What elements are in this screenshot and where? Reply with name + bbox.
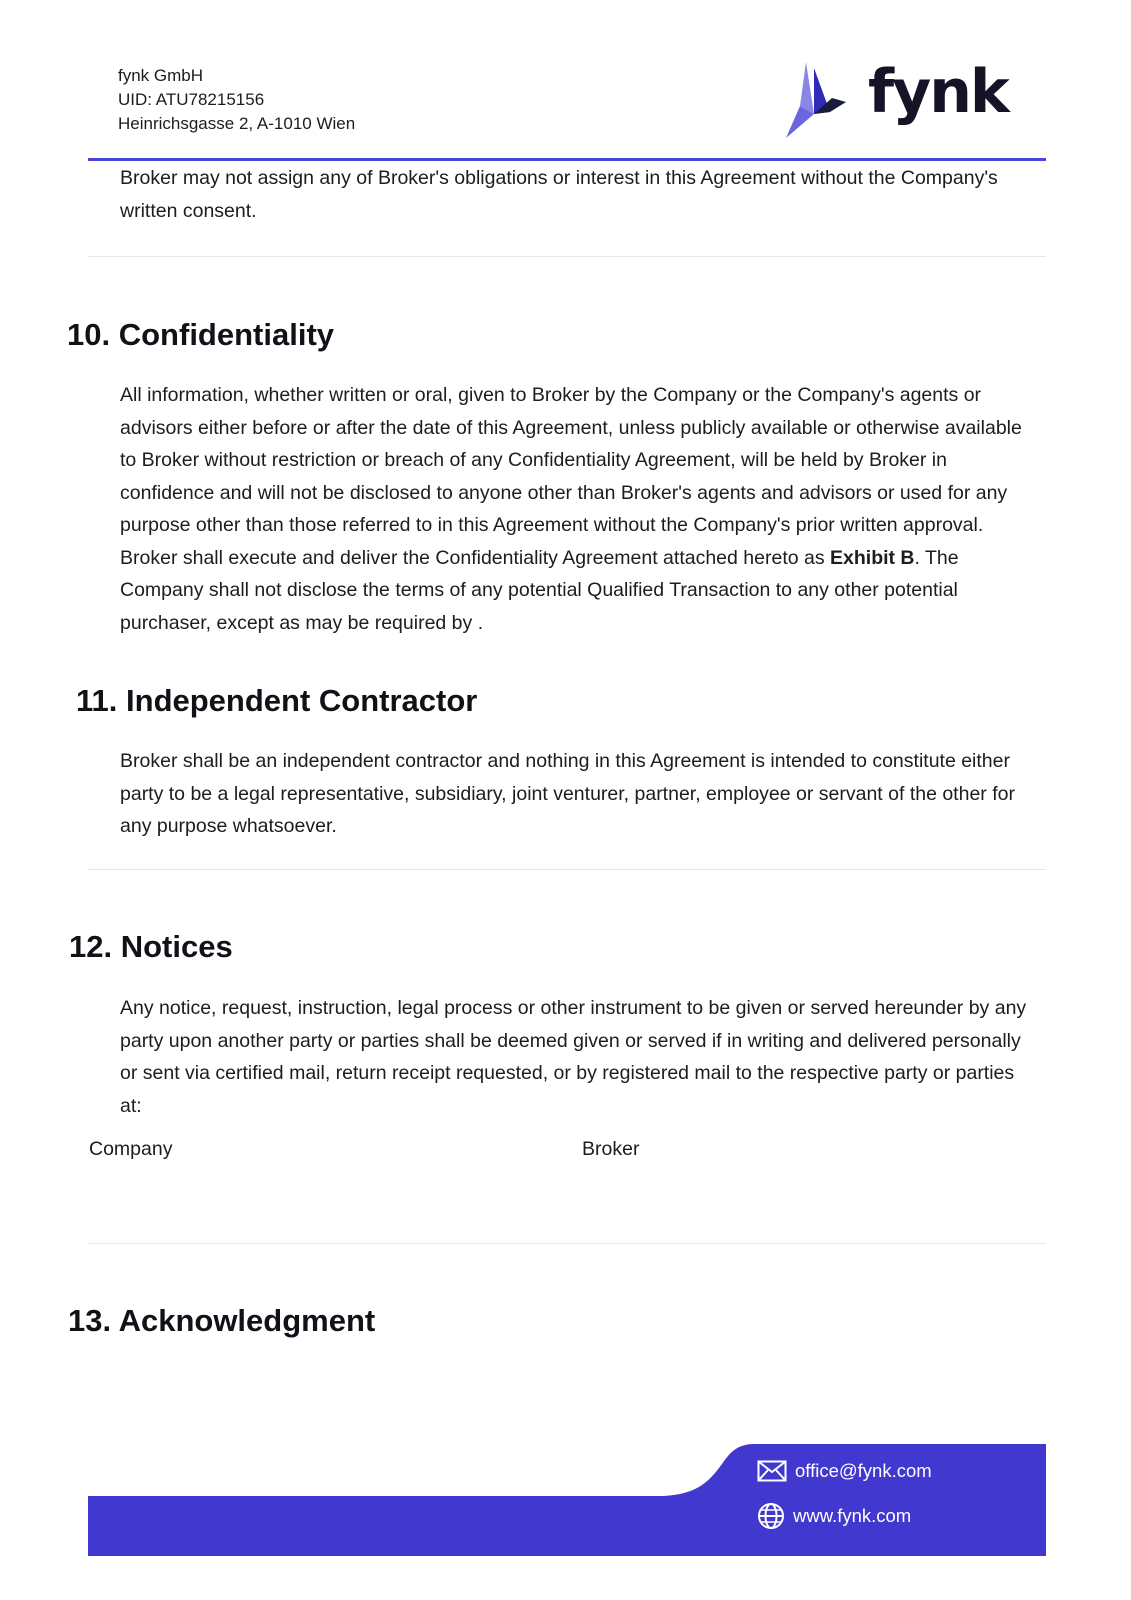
confidentiality-paragraph xyxy=(120,379,1040,639)
company-name: fynk GmbH xyxy=(118,66,204,85)
section-title: Notices xyxy=(120,929,233,964)
notices-paragraph: Any notice, request, instruction, legal process or other instrument to be given or served hereunder by any party upon another party or parties shall be deemed given or served if in writing and delivered personally or sent via certified mail, return receipt requested, or by registered mail to the respective party or parties at: xyxy=(120,997,1027,1117)
footer-email-text[interactable]: office@fynk.com xyxy=(795,1460,932,1481)
company-info xyxy=(118,64,355,136)
footer-website-text[interactable]: www.fynk.com xyxy=(793,1505,912,1526)
confidentiality-text: All information, whether written or oral, given to Broker by the Company or the Company's agents or advisors either before or after the date of this Agreement, unless publicly available or otherwise available to Broker without restriction or breach of any Confidentiality Agreement, will be held by Broker in confidence and will not be disclosed to anyone other than Broker's agents and advisors or used for any purpose other than those referred to in this Agreement without the Company's prior written approval. Broker shall execute and deliver the Confidentiality Agreement attached hereto as xyxy=(120,384,1022,569)
confidentiality-heading xyxy=(67,316,334,354)
footer-band xyxy=(88,1444,1046,1556)
section-number: 13. xyxy=(68,1303,112,1338)
section-title: Acknowledgment xyxy=(118,1303,376,1338)
envelope-icon xyxy=(757,1460,787,1482)
section-title: Independent Contractor xyxy=(126,683,478,718)
header-rule xyxy=(88,158,1046,161)
bird-logo-icon xyxy=(786,62,856,142)
section-divider xyxy=(88,256,1046,257)
party-broker-label: Broker xyxy=(582,1138,640,1160)
section-number: 11. xyxy=(76,683,118,718)
confidentiality-text-end: . The Company shall not disclose the terms of any potential Qualified Transaction to any other potential purchaser, except as may be required by . xyxy=(120,546,959,634)
independent-contractor-heading xyxy=(76,682,477,720)
notices-heading xyxy=(69,928,233,966)
exhibit-reference: Exhibit B xyxy=(830,546,915,569)
fynk-logo xyxy=(808,57,1018,142)
party-company-label: Company xyxy=(89,1138,173,1160)
section-title: Confidentiality xyxy=(118,317,335,352)
acknowledgment-heading xyxy=(68,1302,375,1340)
section-number: 12. xyxy=(69,929,113,964)
logo-wordmark: fynk xyxy=(868,57,1008,127)
company-uid: UID: ATU78215156 xyxy=(118,90,265,109)
assignment-paragraph: Broker may not assign any of Broker's obligations or interest in this Agreement without the Company's written consent. xyxy=(120,167,998,222)
section-number: 10. xyxy=(67,317,111,352)
globe-icon xyxy=(757,1502,785,1530)
company-address: Heinrichsgasse 2, A-1010 Wien xyxy=(118,114,356,133)
footer-website[interactable] xyxy=(757,1502,911,1530)
section-divider xyxy=(88,869,1046,870)
section-divider xyxy=(88,1243,1046,1244)
independent-contractor-paragraph: Broker shall be an independent contractor and nothing in this Agreement is intended to constitute either party to be a legal representative, subsidiary, joint venturer, partner, employee or servant of the other for any purpose whatsoever. xyxy=(120,750,1015,837)
footer-email[interactable] xyxy=(757,1460,932,1482)
